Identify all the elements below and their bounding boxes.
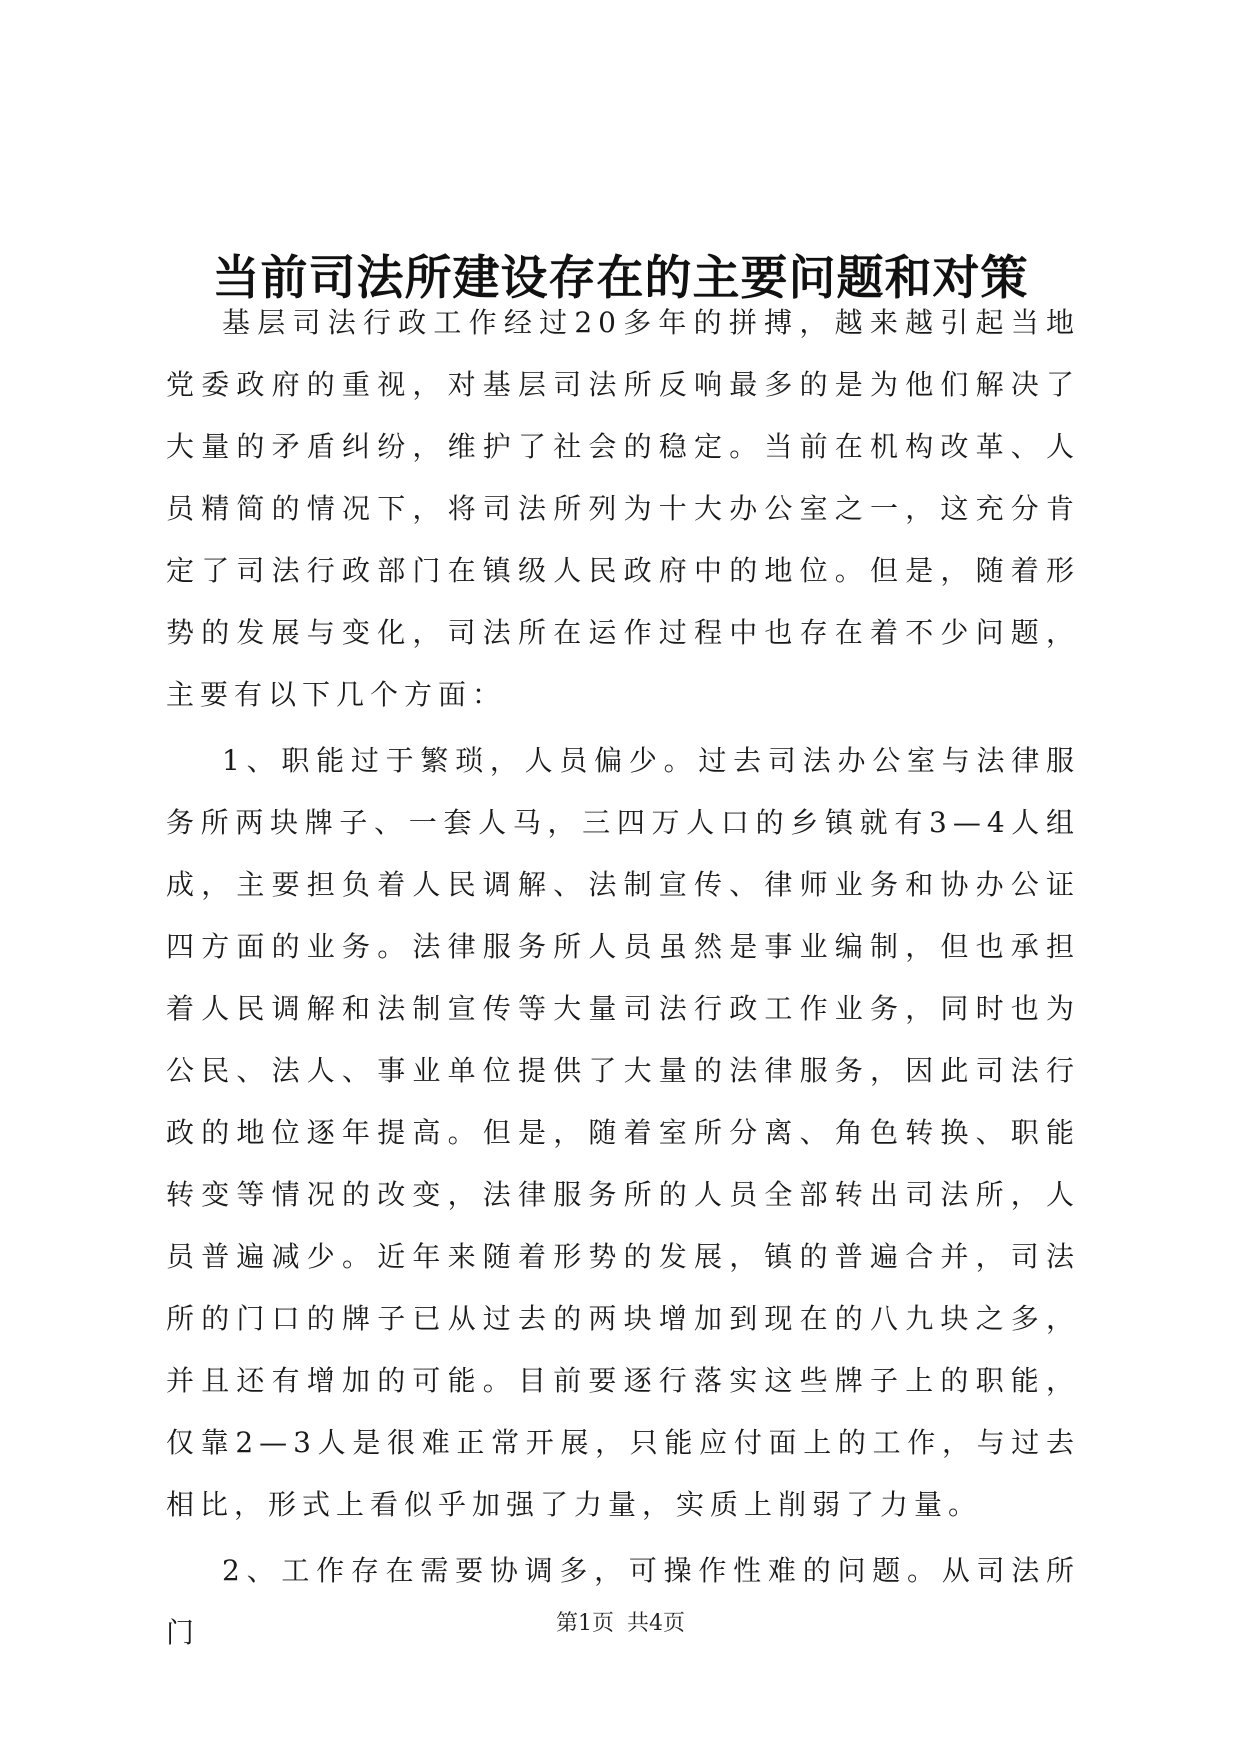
page-footer (0, 1609, 1241, 1639)
paragraph-point-1: 1、职能过于繁琐，人员偏少。过去司法办公室与法律服务所两块牌子、一套人马，三四万人口的乡镇就有3—4人组成，主要担负着人民调解、法制宣传、律师业务和协办公证四方面的业务。法律服务所人员虽然是事业编制，但也承担着人民调解和法制宣传等大量司法行政工作业务，同时也为公民、法人、事业单位提供了大量的法律服务，因此司法行政的地位逐年提高。但是，随着室所分离、角色转换、职能转变等情况的改变，法律服务所的人员全部转出司法所，人员普遍减少。近年来随着形势的发展，镇的普遍合并，司法所的门口的牌子已从过去的两块增加到现在的八九块之多，并且还有增加的可能。目前要逐行落实这些牌子上的职能，仅靠2—3人是很难正常开展，只能应付面上的工作，与过去相比，形式上看似乎加强了力量，实质上削弱了力量。 (166, 744, 1080, 1521)
paragraph-point-2: 2、工作存在需要协调多，可操作性难的问题。从司法所门 (166, 1554, 1080, 1649)
page-number: 第1页 (556, 1611, 614, 1636)
document-body (166, 292, 1080, 1664)
total-pages: 共4页 (627, 1611, 685, 1636)
document-title: 当前司法所建设存在的主要问题和对策 (212, 251, 1029, 307)
paragraph-intro: 基层司法行政工作经过20多年的拼搏，越来越引起当地党委政府的重视，对基层司法所反响最多的是为他们解决了大量的矛盾纠纷，维护了社会的稳定。当前在机构改革、人员精简的情况下，将司法所列为十大办公室之一，这充分肯定了司法行政部门在镇级人民政府中的地位。但是，随着形势的发展与变化，司法所在运作过程中也存在着不少问题，主要有以下几个方面： (166, 306, 1080, 711)
